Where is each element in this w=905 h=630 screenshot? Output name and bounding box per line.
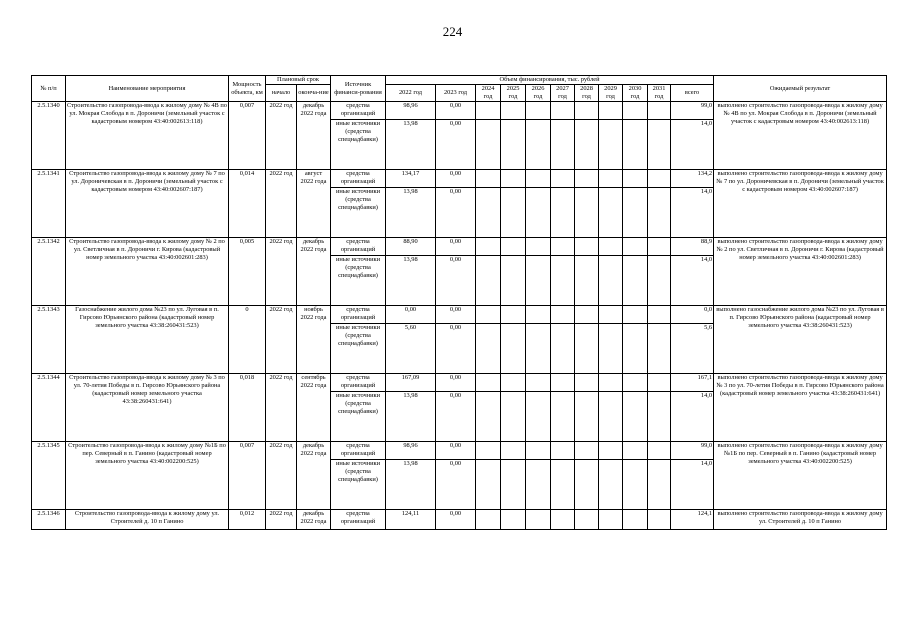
row-value-2022: 0,00 xyxy=(386,306,436,324)
row-total: 99,0 xyxy=(671,102,714,120)
row-value-2029 xyxy=(599,120,623,170)
row-value-2029 xyxy=(599,238,623,256)
row-value-2024 xyxy=(476,188,501,238)
row-value-2022: 134,17 xyxy=(386,170,436,188)
row-total: 14,0 xyxy=(671,460,714,510)
row-value-2024 xyxy=(476,306,501,324)
row-value-2027 xyxy=(551,392,575,442)
row-value-2028 xyxy=(575,374,599,392)
row-value-2027 xyxy=(551,442,575,460)
row-end: август 2022 года xyxy=(297,170,331,238)
row-capacity: 0,018 xyxy=(229,374,266,442)
table-row xyxy=(32,510,887,530)
row-name: Строительство газопровода-ввода к жилому дому № 7 по ул. Дороничевская в п. Дороничи (земельный участок с кадастровым номером 43:40:002607:187) xyxy=(66,170,229,238)
row-source: иные источники (средства спецнадбавки) xyxy=(331,188,386,238)
table-row xyxy=(32,238,887,256)
row-value-2025 xyxy=(501,120,526,170)
row-value-2025 xyxy=(501,306,526,324)
row-source: иные источники (средства спецнадбавки) xyxy=(331,324,386,374)
row-capacity: 0 xyxy=(229,306,266,374)
row-value-2030 xyxy=(623,170,648,188)
row-value-2022: 13,98 xyxy=(386,188,436,238)
row-value-2025 xyxy=(501,510,526,530)
row-value-2025 xyxy=(501,238,526,256)
row-value-2027 xyxy=(551,510,575,530)
row-value-2031 xyxy=(648,392,671,442)
row-total: 14,0 xyxy=(671,256,714,306)
row-value-2022: 124,11 xyxy=(386,510,436,530)
row-result: выполнено газоснабжение жилого дома №23 по ул. Луговая в п. Гирсово Юрьянского района (кадастровый номер земельного участка 43:38:260431:523) xyxy=(714,306,887,374)
row-value-2026 xyxy=(526,238,551,256)
row-value-2027 xyxy=(551,120,575,170)
row-end: сентябрь 2022 года xyxy=(297,374,331,442)
row-value-2023: 0,00 xyxy=(436,238,476,256)
row-source: иные источники (средства спецнадбавки) xyxy=(331,392,386,442)
row-value-2030 xyxy=(623,188,648,238)
row-value-2022: 98,96 xyxy=(386,442,436,460)
row-value-2024 xyxy=(476,510,501,530)
header-2029: 2029 год xyxy=(599,85,623,102)
row-value-2022: 98,96 xyxy=(386,102,436,120)
header-2028: 2028 год xyxy=(575,85,599,102)
row-value-2025 xyxy=(501,442,526,460)
row-value-2031 xyxy=(648,256,671,306)
table-header xyxy=(32,76,887,102)
header-total: всего xyxy=(671,85,714,102)
row-total: 88,9 xyxy=(671,238,714,256)
table-row xyxy=(32,170,887,188)
header-2030: 2030 год xyxy=(623,85,648,102)
row-value-2024 xyxy=(476,102,501,120)
row-value-2031 xyxy=(648,120,671,170)
financing-table xyxy=(31,75,887,530)
row-value-2029 xyxy=(599,102,623,120)
table-row xyxy=(32,102,887,120)
row-value-2029 xyxy=(599,324,623,374)
row-value-2031 xyxy=(648,510,671,530)
row-value-2029 xyxy=(599,306,623,324)
row-value-2025 xyxy=(501,102,526,120)
row-capacity: 0,007 xyxy=(229,442,266,510)
row-value-2030 xyxy=(623,256,648,306)
row-source: средства организаций xyxy=(331,374,386,392)
row-value-2028 xyxy=(575,238,599,256)
row-value-2022: 167,09 xyxy=(386,374,436,392)
header-name: Наименование мероприятия xyxy=(66,76,229,102)
header-volume: Объем финансирования, тыс. рублей xyxy=(386,76,714,85)
row-source: иные источники (средства спецнадбавки) xyxy=(331,256,386,306)
row-total: 14,0 xyxy=(671,120,714,170)
row-source: средства организаций xyxy=(331,306,386,324)
row-value-2028 xyxy=(575,510,599,530)
header-2031: 2031 год xyxy=(648,85,671,102)
row-value-2028 xyxy=(575,120,599,170)
header-period: Плановый срок xyxy=(266,76,331,85)
row-value-2026 xyxy=(526,510,551,530)
row-value-2025 xyxy=(501,188,526,238)
row-value-2025 xyxy=(501,392,526,442)
header-end: оконча-ние xyxy=(297,85,331,102)
row-end: ноябрь 2022 года xyxy=(297,306,331,374)
row-value-2023: 0,00 xyxy=(436,374,476,392)
row-value-2024 xyxy=(476,460,501,510)
row-name: Строительство газопровода-ввода к жилому дому ул. Строителей д. 10 п Ганино xyxy=(66,510,229,530)
row-value-2024 xyxy=(476,442,501,460)
row-value-2026 xyxy=(526,170,551,188)
table-row xyxy=(32,306,887,324)
row-value-2031 xyxy=(648,188,671,238)
row-value-2031 xyxy=(648,102,671,120)
row-start: 2022 год xyxy=(266,374,297,442)
row-value-2022: 13,98 xyxy=(386,256,436,306)
row-value-2026 xyxy=(526,188,551,238)
row-value-2023: 0,00 xyxy=(436,392,476,442)
row-value-2026 xyxy=(526,324,551,374)
row-value-2030 xyxy=(623,120,648,170)
row-capacity: 0,007 xyxy=(229,102,266,170)
row-value-2026 xyxy=(526,256,551,306)
row-value-2029 xyxy=(599,510,623,530)
row-value-2027 xyxy=(551,460,575,510)
table-row xyxy=(32,374,887,392)
row-value-2023: 0,00 xyxy=(436,324,476,374)
row-value-2025 xyxy=(501,170,526,188)
row-value-2023: 0,00 xyxy=(436,102,476,120)
row-value-2024 xyxy=(476,170,501,188)
row-value-2029 xyxy=(599,460,623,510)
row-capacity: 0,005 xyxy=(229,238,266,306)
row-value-2028 xyxy=(575,392,599,442)
row-value-2025 xyxy=(501,460,526,510)
row-value-2030 xyxy=(623,238,648,256)
row-value-2024 xyxy=(476,374,501,392)
row-value-2027 xyxy=(551,238,575,256)
row-total: 5,6 xyxy=(671,324,714,374)
header-2027: 2027 год xyxy=(551,85,575,102)
row-value-2029 xyxy=(599,256,623,306)
row-value-2024 xyxy=(476,256,501,306)
row-value-2028 xyxy=(575,188,599,238)
row-start: 2022 год xyxy=(266,238,297,306)
row-total: 124,1 xyxy=(671,510,714,530)
row-value-2026 xyxy=(526,442,551,460)
row-result: выполнено строительство газопровода-ввода к жилому дому №1Б по пер. Северный в п. Ганино (кадастровый номер земельного участка 43:40:002200:525) xyxy=(714,442,887,510)
row-value-2030 xyxy=(623,306,648,324)
row-value-2031 xyxy=(648,442,671,460)
row-value-2028 xyxy=(575,442,599,460)
row-source: средства организаций xyxy=(331,442,386,460)
row-value-2022: 5,60 xyxy=(386,324,436,374)
row-result: выполнено строительство газопровода-ввода к жилому дому ул. Строителей д. 10 п Ганино xyxy=(714,510,887,530)
row-name: Строительство газопровода-ввода к жилому дому № 4В по ул. Мокрая Слобода в п. Дороничи (земельный участок с кадастровым номером 43:40:002613:118) xyxy=(66,102,229,170)
row-value-2029 xyxy=(599,170,623,188)
row-start: 2022 год xyxy=(266,442,297,510)
row-value-2027 xyxy=(551,102,575,120)
row-name: Строительство газопровода-ввода к жилому дому № 3 по ул. 70-летия Победы в п. Гирсово Юрьянского района (кадастровый номер земельного участка 43:38:260431:641) xyxy=(66,374,229,442)
row-value-2029 xyxy=(599,442,623,460)
row-value-2023: 0,00 xyxy=(436,170,476,188)
row-value-2027 xyxy=(551,188,575,238)
row-value-2028 xyxy=(575,170,599,188)
row-number: 2.5.1344 xyxy=(32,374,66,442)
row-value-2030 xyxy=(623,102,648,120)
row-value-2023: 0,00 xyxy=(436,256,476,306)
row-number: 2.5.1346 xyxy=(32,510,66,530)
row-value-2030 xyxy=(623,324,648,374)
row-value-2030 xyxy=(623,460,648,510)
row-source: средства организаций xyxy=(331,238,386,256)
row-number: 2.5.1340 xyxy=(32,102,66,170)
row-end: декабрь 2022 года xyxy=(297,102,331,170)
row-name: Строительство газопровода-ввода к жилому дому №1Б по пер. Северный в п. Ганино (кадастровый номер земельного участка 43:40:002200:525) xyxy=(66,442,229,510)
row-value-2022: 13,98 xyxy=(386,460,436,510)
row-start: 2022 год xyxy=(266,170,297,238)
row-value-2026 xyxy=(526,460,551,510)
row-total: 14,0 xyxy=(671,392,714,442)
row-value-2023: 0,00 xyxy=(436,306,476,324)
row-value-2031 xyxy=(648,374,671,392)
header-source: Источник финанси-рования xyxy=(331,76,386,102)
header-no: № п/п xyxy=(32,76,66,102)
row-total: 167,1 xyxy=(671,374,714,392)
row-number: 2.5.1341 xyxy=(32,170,66,238)
row-value-2031 xyxy=(648,306,671,324)
header-2023: 2023 год xyxy=(436,85,476,102)
row-value-2025 xyxy=(501,256,526,306)
header-2024: 2024 год xyxy=(476,85,501,102)
row-value-2029 xyxy=(599,374,623,392)
row-value-2024 xyxy=(476,324,501,374)
row-value-2030 xyxy=(623,392,648,442)
row-value-2028 xyxy=(575,306,599,324)
header-capacity: Мощность объекта, км xyxy=(229,76,266,102)
row-value-2030 xyxy=(623,442,648,460)
row-value-2022: 13,98 xyxy=(386,120,436,170)
row-value-2028 xyxy=(575,256,599,306)
row-value-2027 xyxy=(551,306,575,324)
row-value-2023: 0,00 xyxy=(436,460,476,510)
row-value-2028 xyxy=(575,460,599,510)
row-value-2024 xyxy=(476,238,501,256)
row-value-2030 xyxy=(623,510,648,530)
row-value-2024 xyxy=(476,120,501,170)
row-value-2026 xyxy=(526,120,551,170)
header-2022: 2022 год xyxy=(386,85,436,102)
row-value-2031 xyxy=(648,324,671,374)
row-value-2023: 0,00 xyxy=(436,188,476,238)
header-2026: 2026 год xyxy=(526,85,551,102)
row-capacity: 0,012 xyxy=(229,510,266,530)
row-source: средства организаций xyxy=(331,102,386,120)
row-value-2031 xyxy=(648,170,671,188)
row-value-2027 xyxy=(551,256,575,306)
row-total: 0,0 xyxy=(671,306,714,324)
row-value-2027 xyxy=(551,170,575,188)
row-capacity: 0,014 xyxy=(229,170,266,238)
row-value-2026 xyxy=(526,306,551,324)
row-start: 2022 год xyxy=(266,102,297,170)
row-number: 2.5.1343 xyxy=(32,306,66,374)
row-value-2026 xyxy=(526,392,551,442)
row-value-2025 xyxy=(501,374,526,392)
row-value-2028 xyxy=(575,324,599,374)
row-end: декабрь 2022 года xyxy=(297,238,331,306)
row-total: 134,2 xyxy=(671,170,714,188)
row-number: 2.5.1345 xyxy=(32,442,66,510)
header-2025: 2025 год xyxy=(501,85,526,102)
row-start: 2022 год xyxy=(266,510,297,530)
page-number: 224 xyxy=(442,24,463,39)
row-value-2030 xyxy=(623,374,648,392)
row-value-2022: 88,90 xyxy=(386,238,436,256)
row-value-2029 xyxy=(599,392,623,442)
row-name: Газоснабжение жилого дома №23 по ул. Луговая в п. Гирсово Юрьянского района (кадастровый номер земельного участка 43:38:260431:523) xyxy=(66,306,229,374)
row-total: 14,0 xyxy=(671,188,714,238)
row-value-2028 xyxy=(575,102,599,120)
row-source: средства организаций xyxy=(331,170,386,188)
row-value-2031 xyxy=(648,238,671,256)
table-body xyxy=(32,102,887,530)
row-value-2023: 0,00 xyxy=(436,510,476,530)
row-source: иные источники (средства спецнадбавки) xyxy=(331,120,386,170)
row-value-2023: 0,00 xyxy=(436,120,476,170)
row-value-2023: 0,00 xyxy=(436,442,476,460)
row-value-2024 xyxy=(476,392,501,442)
row-source: иные источники (средства спецнадбавки) xyxy=(331,460,386,510)
row-result: выполнено строительство газопровода-ввода к жилому дому № 3 по ул. 70-летия Победы в п. Гирсово Юрьянского района (кадастровый номер земельного участка 43:38:260431:641) xyxy=(714,374,887,442)
row-result: выполнено строительство газопровода-ввода к жилому дому № 4В по ул. Мокрая Слобода в п. Дороничи (земельный участок с кадастровым номером 43:40:002613:118) xyxy=(714,102,887,170)
row-result: выполнено строительство газопровода-ввода к жилому дому № 7 по ул. Дороничевская в п. Дороничи (земельный участок с кадастровым номером 43:40:002607:187) xyxy=(714,170,887,238)
row-total: 99,0 xyxy=(671,442,714,460)
row-value-2025 xyxy=(501,324,526,374)
row-value-2031 xyxy=(648,460,671,510)
table-row xyxy=(32,442,887,460)
row-value-2027 xyxy=(551,374,575,392)
row-start: 2022 год xyxy=(266,306,297,374)
row-value-2027 xyxy=(551,324,575,374)
row-end: декабрь 2022 года xyxy=(297,442,331,510)
header-start: начало xyxy=(266,85,297,102)
row-name: Строительство газопровода-ввода к жилому дому № 2 по ул. Светличная в п. Дороничи г. Кирова (кадастровый номер земельного участка 43:40:002601:283) xyxy=(66,238,229,306)
row-result: выполнено строительство газопровода-ввода к жилому дому № 2 по ул. Светличная в п. Дороничи г. Кирова (кадастровый номер земельного участка 43:40:002601:283) xyxy=(714,238,887,306)
row-value-2029 xyxy=(599,188,623,238)
row-source: средства организаций xyxy=(331,510,386,530)
header-result: Ожидаемый результат xyxy=(714,76,887,102)
row-end: декабрь 2022 года xyxy=(297,510,331,530)
row-number: 2.5.1342 xyxy=(32,238,66,306)
row-value-2022: 13,98 xyxy=(386,392,436,442)
row-value-2026 xyxy=(526,374,551,392)
row-value-2026 xyxy=(526,102,551,120)
